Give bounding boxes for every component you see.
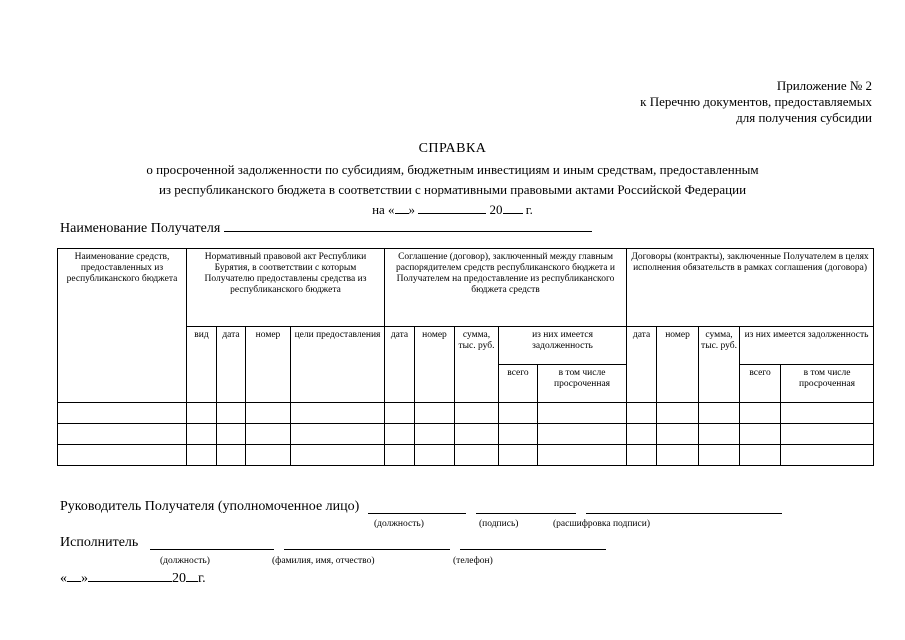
debt-table	[57, 248, 874, 466]
header-act-type: вид	[187, 327, 217, 403]
table-row	[58, 403, 874, 424]
document-title: СПРАВКА	[418, 141, 487, 156]
table-cell[interactable]	[455, 445, 499, 466]
table-cell[interactable]	[699, 424, 740, 445]
head-signature-field[interactable]	[476, 513, 576, 514]
table-cell[interactable]	[415, 445, 455, 466]
table-cell[interactable]	[217, 445, 246, 466]
table-cell[interactable]	[217, 424, 246, 445]
appendix-purpose: для получения субсидии	[736, 110, 872, 125]
date-month-blank[interactable]	[418, 213, 486, 214]
document-date-line	[0, 202, 905, 218]
table-cell[interactable]	[246, 403, 291, 424]
table-cell[interactable]	[699, 445, 740, 466]
table-row	[58, 445, 874, 466]
caption-signature: (подпись)	[479, 519, 519, 529]
document-subtitle-line1: о просроченной задолженности по субсидиям, бюджетным инвестициям и иным средствам, предоставленным	[146, 162, 759, 177]
table-cell[interactable]	[246, 424, 291, 445]
appendix-reference: к Перечню документов, предоставляемых	[640, 94, 872, 109]
caption-position: (должность)	[374, 519, 424, 529]
table-cell[interactable]	[385, 445, 415, 466]
header-contracts: Договоры (контракты), заключенные Получателем в целях исполнения обязательств в рамках соглашения (договора)	[627, 249, 874, 327]
table-cell[interactable]	[58, 403, 187, 424]
table-cell[interactable]	[499, 445, 538, 466]
table-cell[interactable]	[385, 424, 415, 445]
table-cell[interactable]	[740, 445, 781, 466]
executor-phone-field[interactable]	[460, 549, 606, 550]
table-cell[interactable]	[538, 445, 627, 466]
table-cell[interactable]	[187, 424, 217, 445]
head-label: Руководитель Получателя (уполномоченное лицо)	[60, 499, 360, 514]
header-contract-debt: из них имеется задолженность	[740, 327, 874, 365]
table-cell[interactable]	[246, 445, 291, 466]
header-agreement: Соглашение (договор), заключенный между главным распорядителем средств республиканского бюджета и Получателем на предоставление из республиканского бюджета средств	[385, 249, 627, 327]
header-agreement-sum: сумма, тыс. руб.	[455, 327, 499, 403]
table-cell[interactable]	[58, 424, 187, 445]
header-act-purpose: цели предоставления	[291, 327, 385, 403]
header-contract-overdue: в том числе просроченная	[781, 365, 874, 403]
date-prefix: на «	[372, 202, 395, 217]
header-agreement-debt: из них имеется задолженность	[499, 327, 627, 365]
date-mid: »	[408, 202, 416, 217]
footer-date-line	[60, 571, 206, 587]
caption-decode: (расшифровка подписи)	[553, 519, 650, 529]
executor-label: Исполнитель	[60, 535, 139, 550]
table-row	[58, 424, 874, 445]
date-year-prefix: 20	[489, 202, 503, 217]
header-agreement-total: всего	[499, 365, 538, 403]
header-contract-sum: сумма, тыс. руб.	[699, 327, 740, 403]
table-cell[interactable]	[187, 403, 217, 424]
footer-month-blank[interactable]	[88, 581, 172, 582]
table-cell[interactable]	[415, 403, 455, 424]
table-cell[interactable]	[291, 403, 385, 424]
table-cell[interactable]	[627, 445, 657, 466]
header-act-date: дата	[217, 327, 246, 403]
header-agreement-number: номер	[415, 327, 455, 403]
table-cell[interactable]	[657, 403, 699, 424]
table-cell[interactable]	[58, 445, 187, 466]
header-act-number: номер	[246, 327, 291, 403]
document-subtitle-line2: из республиканского бюджета в соответствии с нормативными правовыми актами Российской Федерации	[158, 182, 747, 197]
table-cell[interactable]	[217, 403, 246, 424]
caption-position2: (должность)	[160, 556, 210, 566]
table-cell[interactable]	[538, 424, 627, 445]
footer-date-close: »	[81, 571, 88, 586]
header-agreement-date: дата	[385, 327, 415, 403]
header-legal-act: Нормативный правовой акт Республики Бурятия, в соответствии с которым Получателю предоставлены средства из республиканского бюджета	[187, 249, 385, 327]
header-contract-number: номер	[657, 327, 699, 403]
table-cell[interactable]	[657, 445, 699, 466]
table-cell[interactable]	[499, 424, 538, 445]
footer-date-open: «	[60, 571, 67, 586]
table-cell[interactable]	[627, 403, 657, 424]
caption-phone: (телефон)	[453, 556, 493, 566]
table-cell[interactable]	[455, 424, 499, 445]
table-cell[interactable]	[291, 445, 385, 466]
footer-day-blank[interactable]	[67, 581, 81, 582]
table-cell[interactable]	[291, 424, 385, 445]
header-agreement-overdue: в том числе просроченная	[538, 365, 627, 403]
table-cell[interactable]	[740, 403, 781, 424]
date-day-blank[interactable]	[395, 213, 409, 214]
header-contract-total: всего	[740, 365, 781, 403]
caption-fio: (фамилия, имя, отчество)	[272, 556, 375, 566]
appendix-number: Приложение № 2	[776, 78, 872, 93]
recipient-field[interactable]	[224, 231, 592, 232]
table-cell[interactable]	[657, 424, 699, 445]
table-cell[interactable]	[740, 424, 781, 445]
footer-year-prefix: 20	[172, 571, 186, 586]
table-cell[interactable]	[187, 445, 217, 466]
table-cell[interactable]	[455, 403, 499, 424]
footer-year-blank[interactable]	[186, 581, 198, 582]
table-cell[interactable]	[538, 403, 627, 424]
table-cell[interactable]	[699, 403, 740, 424]
date-suffix: г.	[525, 202, 533, 217]
table-cell[interactable]	[781, 403, 874, 424]
table-cell[interactable]	[781, 424, 874, 445]
table-cell[interactable]	[385, 403, 415, 424]
table-cell[interactable]	[627, 424, 657, 445]
head-decode-field[interactable]	[586, 513, 782, 514]
table-cell[interactable]	[781, 445, 874, 466]
header-contract-date: дата	[627, 327, 657, 403]
header-funds-name: Наименование средств, предоставленных из республиканского бюджета	[58, 249, 187, 403]
footer-date-suffix: г.	[198, 571, 206, 586]
executor-fio-field[interactable]	[284, 549, 450, 550]
table-cell[interactable]	[499, 403, 538, 424]
executor-position-field[interactable]	[150, 549, 274, 550]
recipient-row	[60, 221, 592, 237]
head-position-field[interactable]	[368, 513, 466, 514]
recipient-label: Наименование Получателя	[60, 221, 221, 236]
date-year-blank[interactable]	[503, 213, 523, 214]
table-cell[interactable]	[415, 424, 455, 445]
